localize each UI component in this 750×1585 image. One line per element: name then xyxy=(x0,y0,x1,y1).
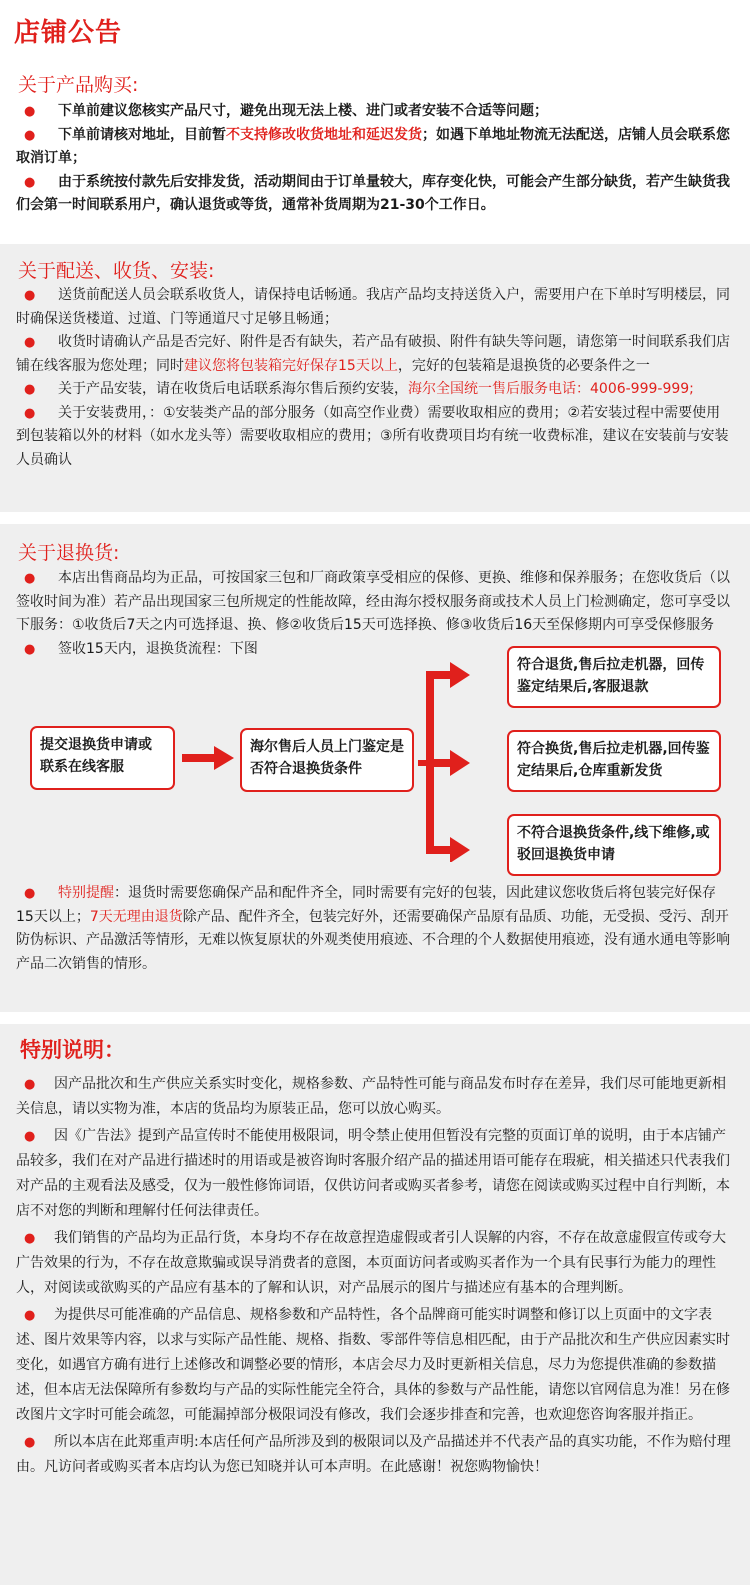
delivery-item: ● 关于产品安装，请在收货后电话联系海尔售后预约安装，海尔全国统一售后服务电话：4006-999-999; xyxy=(16,378,732,402)
hotline-text: 海尔全国统一售后服务电话：4006-999-999; xyxy=(408,381,694,397)
bullet-icon: ● xyxy=(24,571,36,586)
special-item: ● 我们销售的产品均为正品行货，本身均不存在故意捏造虚假或者引人误解的内容，不存在故意虚假宣传或夸大广告效果的行为，不存在故意欺骗或误导消费者的意图，本页面访问者或购买者作为一个具有民事行为能力的理性人，对阅读或欲购买的产品应有基本的了解和认识，对产品展示的图片与描述应有基本的合理判断。 xyxy=(16,1226,732,1301)
purchase-item: ● 下单前建议您核实产品尺寸，避免出现无法上楼、进门或者安装不合适等问题； xyxy=(16,100,732,124)
delivery-heading: 关于配送、收货、安装: xyxy=(18,260,215,282)
purchase-heading: 关于产品购买: xyxy=(18,74,139,96)
flow-step-apply: 提交退换货申请或联系在线客服 xyxy=(30,726,175,790)
purchase-section xyxy=(0,0,750,232)
bullet-icon: ● xyxy=(24,104,36,119)
flow-outcome-exchange: 符合换货,售后拉走机器,回传鉴定结果后,仓库重新发货 xyxy=(507,730,721,792)
special-notes-section xyxy=(0,1024,750,1585)
bullet-icon: ● xyxy=(24,405,36,421)
branch-arrows-icon xyxy=(418,662,472,862)
bullet-icon: ● xyxy=(24,1231,36,1246)
special-item: ● 为提供尽可能准确的产品信息、规格参数和产品特性，各个品牌商可能实时调整和修订以上页面中的文字表述、图片效果等内容，以求与实际产品性能、规格、指数、零部件等信息相匹配，由于产品批次和生产供应因素实时变化，如遇官方确有进行上述修改和调整必要的情形，本店会尽力及时更新相关信息，尽力为您提供准确的参数描述，但本店无法保障所有参数均与产品的实际性能完全符合，具体的参数与产品性能，请您以官网信息为准！另在修改图片文字时可能会疏忽，可能漏掉部分极限词没有修改，我们会逐步排查和完善，也欢迎您咨询客服并指正。 xyxy=(16,1303,732,1428)
highlight-text: 不支持修改收货地址和延迟发货 xyxy=(226,126,422,143)
delivery-item: ● 关于安装费用，：①安装类产品的部分服务（如高空作业费）需要收取相应的费用；②若安装过程中需要使用到包装箱以外的材料（如水龙头等）需要收取相应的费用；③所有收费项目均有统一收费标准，建议在安装前与安装人员确认 xyxy=(16,402,732,473)
reminder-label: 特别提醒 xyxy=(58,885,114,901)
arrow-right-icon xyxy=(182,746,234,770)
bullet-icon: ● xyxy=(24,288,36,303)
bullet-icon: ● xyxy=(24,1435,36,1450)
purchase-item: ● 由于系统按付款先后安排发货，活动期间由于订单量较大，库存变化快，可能会产生部分缺货，若产生缺货我们会第一时间联系用户，确认退货或等货，通常补货周期为21-30个工作日。 xyxy=(16,171,732,218)
bullet-icon: ● xyxy=(24,335,36,350)
flow-step-inspect: 海尔售后人员上门鉴定是否符合退换货条件 xyxy=(240,728,414,792)
bullet-icon: ● xyxy=(24,174,36,190)
purchase-list xyxy=(16,100,732,218)
purchase-item: ● 下单前请核对地址，目前暂不支持修改收货地址和延迟发货；如遇下单地址物流无法配送，店铺人员会联系您取消订单； xyxy=(16,124,732,171)
returns-section xyxy=(0,524,750,1012)
page-title: 店铺公告 xyxy=(14,18,123,48)
special-item: ● 因《广告法》提到产品宣传时不能使用极限词，明令禁止使用但暂没有完整的页面订单的说明，由于本店铺产品较多，我们在对产品进行描述时的用语或是被咨询时客服介绍产品的描述用语可能存在瑕疵，相关描述只代表我们对产品的主观看法及感受，仅为一般性修饰词语，仅供访问者或购买者参考，请您在阅读或购买过程中自行判断，本店不对您的判断和理解付任何法律责任。 xyxy=(16,1124,732,1224)
flow-outcome-refund: 符合退货,售后拉走机器，回传鉴定结果后,客服退款 xyxy=(507,646,721,708)
delivery-list xyxy=(16,284,732,472)
bullet-icon: ● xyxy=(24,382,36,397)
special-heading: 特别说明： xyxy=(20,1038,125,1062)
bullet-icon: ● xyxy=(24,641,36,657)
bullet-icon: ● xyxy=(24,886,36,901)
delivery-section xyxy=(0,244,750,512)
returns-heading: 关于退换货: xyxy=(18,542,120,564)
special-reminder: ● 特别提醒：退货时需要您确保产品和配件齐全，同时需要有完好的包装，因此建议您收货后将包装完好保存15天以上；7天无理由退货除产品、配件齐全，包装完好外，还需要确保产品原有品质、功能，无受损、受污、刮开防伪标识、产品激活等情形，无难以恢复原状的外观类使用痕迹、不合理的个人数据使用痕迹，没有通水通电等影响产品二次销售的情形。 xyxy=(16,882,732,976)
bullet-icon: ● xyxy=(24,1129,36,1144)
bullet-icon: ● xyxy=(24,1077,36,1092)
returns-item: ● 本店出售商品均为正品，可按国家三包和厂商政策享受相应的保修、更换、维修和保养服务；在您收货后（以签收时间为准）若产品出现国家三包所规定的性能故障，经由海尔授权服务商或技术人员上门检测确定，您可享受以下服务：①收货后7天之内可选择退、换、修②收货后15天可选择换、修③收货后16天至保修期内可享受保修服务 xyxy=(16,567,732,638)
highlight-text: 7天无理由退货 xyxy=(89,908,183,925)
bullet-icon: ● xyxy=(24,1308,36,1323)
flow-outcome-reject: 不符合退换货条件,线下维修,或驳回退换货申请 xyxy=(507,814,721,876)
special-item: ● 所以本店在此郑重声明:本店任何产品所涉及到的极限词以及产品描述并不代表产品的真实功能，不作为赔付理由。凡访问者或购买者本店均认为您已知晓并认可本声明。在此感谢！祝您购物愉快！ xyxy=(16,1430,732,1480)
special-list xyxy=(16,1072,732,1482)
returns-item: ● 签收15天内，退换货流程：下图 xyxy=(16,638,732,662)
delivery-item: ● 收货时请确认产品是否完好、附件是否有缺失，若产品有破损、附件有缺失等问题，请您第一时间联系我们店铺在线客服为您处理；同时建议您将包装箱完好保存15天以上，完好的包装箱是退换货的必要条件之一 xyxy=(16,331,732,378)
bullet-icon: ● xyxy=(24,127,36,143)
delivery-item: ● 送货前配送人员会联系收货人，请保持电话畅通。我店产品均支持送货入户，需要用户在下单时写明楼层，同时确保送货楼道、过道、门等通道尺寸足够且畅通； xyxy=(16,284,732,331)
special-item: ● 因产品批次和生产供应关系实时变化，规格参数、产品特性可能与商品发布时存在差异，我们尽可能地更新相关信息，请以实物为准，本店的货品均为原装正品，您可以放心购买。 xyxy=(16,1072,732,1122)
highlight-text: 建议您将包装箱完好保存15天以上 xyxy=(184,357,398,374)
